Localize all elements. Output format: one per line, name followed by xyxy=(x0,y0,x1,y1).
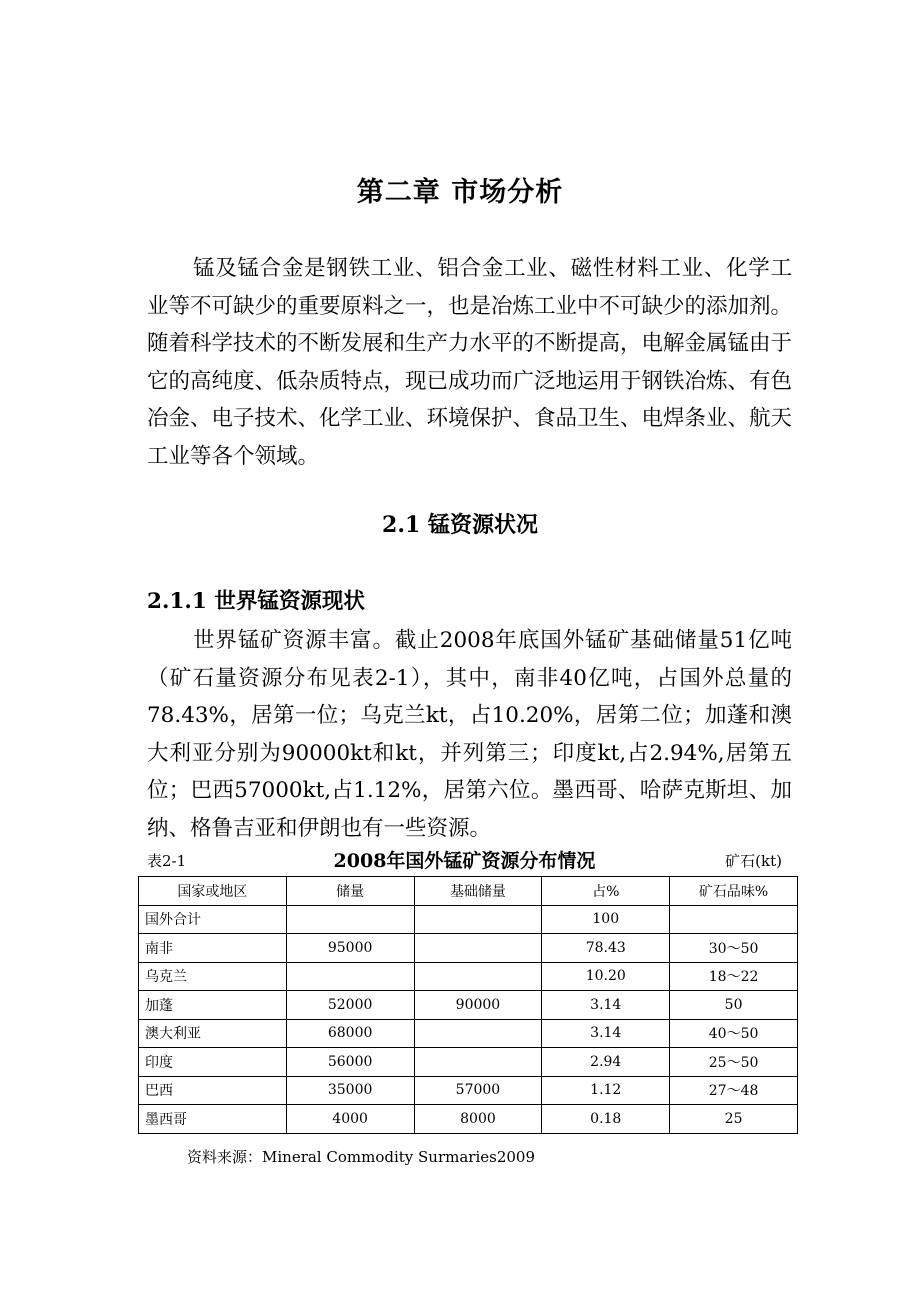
table-cell: 4000 xyxy=(286,1105,414,1134)
table-cell xyxy=(414,1048,542,1077)
column-header: 基础储量 xyxy=(414,877,542,906)
table-cell: 78.43 xyxy=(542,934,670,963)
chapter-title: 第二章 市场分析 xyxy=(356,177,564,208)
table-header-row xyxy=(139,877,798,906)
table-cell xyxy=(286,962,414,991)
table-cell: 27～48 xyxy=(670,1076,798,1105)
table-row xyxy=(139,1076,798,1105)
table-caption xyxy=(147,846,782,874)
table-row xyxy=(139,962,798,991)
table-cell: 25 xyxy=(670,1105,798,1134)
intro-paragraph: 锰及锰合金是钢铁工业、铝合金工业、磁性材料工业、化学工业等不可缺少的重要原料之一，也是冶炼工业中不可缺少的添加剂。随着科学技术的不断发展和生产力水平的不断提高，电解金属锰由于它的高纯度、低杂质特点，现已成功而广泛地运用于钢铁冶炼、有色冶金、电子技术、化学工业、环境保护、食品卫生、电焊条业、航天工业等各个领域。 xyxy=(147,256,793,469)
table-cell xyxy=(414,905,542,934)
table-row xyxy=(139,934,798,963)
table-cell xyxy=(286,905,414,934)
table-cell: 南非 xyxy=(139,934,287,963)
table-cell: 国外合计 xyxy=(139,905,287,934)
table-cell: 50 xyxy=(670,991,798,1020)
table-row xyxy=(139,905,798,934)
table-source: 资料来源：Mineral Commodity Surmaries2009 xyxy=(187,1148,536,1166)
table-cell: 8000 xyxy=(414,1105,542,1134)
table-cell: 1.12 xyxy=(542,1076,670,1105)
table-cell: 0.18 xyxy=(542,1105,670,1134)
table-cell: 加蓬 xyxy=(139,991,287,1020)
table-cell: 澳大利亚 xyxy=(139,1019,287,1048)
table-unit: 矿石(kt) xyxy=(725,852,782,870)
table-cell: 30～50 xyxy=(670,934,798,963)
table-row xyxy=(139,1048,798,1077)
table-cell xyxy=(414,934,542,963)
table-cell: 52000 xyxy=(286,991,414,1020)
table-title: 2008年国外锰矿资源分布情况 xyxy=(333,850,596,872)
subsection-heading: 2.1.1 世界锰资源现状 xyxy=(147,589,365,614)
table-cell: 56000 xyxy=(286,1048,414,1077)
table-cell: 68000 xyxy=(286,1019,414,1048)
table-cell: 3.14 xyxy=(542,991,670,1020)
table-cell xyxy=(670,905,798,934)
column-header: 矿石品味% xyxy=(670,877,798,906)
table-number: 表2-1 xyxy=(147,852,187,870)
table-cell: 巴西 xyxy=(139,1076,287,1105)
table-cell: 25～50 xyxy=(670,1048,798,1077)
table-cell xyxy=(414,1019,542,1048)
table-cell: 35000 xyxy=(286,1076,414,1105)
table-cell: 印度 xyxy=(139,1048,287,1077)
manganese-resource-table xyxy=(138,876,798,1134)
column-header: 国家或地区 xyxy=(139,877,287,906)
column-header: 储量 xyxy=(286,877,414,906)
table-row xyxy=(139,1105,798,1134)
column-header: 占% xyxy=(542,877,670,906)
table-cell: 乌克兰 xyxy=(139,962,287,991)
table-cell: 90000 xyxy=(414,991,542,1020)
table-cell: 95000 xyxy=(286,934,414,963)
table-cell: 40～50 xyxy=(670,1019,798,1048)
table-cell: 3.14 xyxy=(542,1019,670,1048)
table-cell: 57000 xyxy=(414,1076,542,1105)
table-cell: 墨西哥 xyxy=(139,1105,287,1134)
resource-paragraph: 世界锰矿资源丰富。截止2008年底国外锰矿基础储量51亿吨（矿石量资源分布见表2-1），其中，南非40亿吨，占国外总量的78.43%，居第一位；乌克兰kt，占10.20%，居第二位；加蓬和澳大利亚分别为90000kt和kt，并列第三；印度kt,占2.94%,居第五位；巴西57000kt,占1.12%，居第六位。墨西哥、哈萨克斯坦、加纳、格鲁吉亚和伊朗也有一些资源。 xyxy=(147,628,792,841)
table-cell: 18～22 xyxy=(670,962,798,991)
table-cell xyxy=(414,962,542,991)
table-cell: 100 xyxy=(542,905,670,934)
table-row xyxy=(139,1019,798,1048)
table-cell: 2.94 xyxy=(542,1048,670,1077)
table-cell: 10.20 xyxy=(542,962,670,991)
table-row xyxy=(139,991,798,1020)
section-heading: 2.1 锰资源状况 xyxy=(382,512,538,538)
